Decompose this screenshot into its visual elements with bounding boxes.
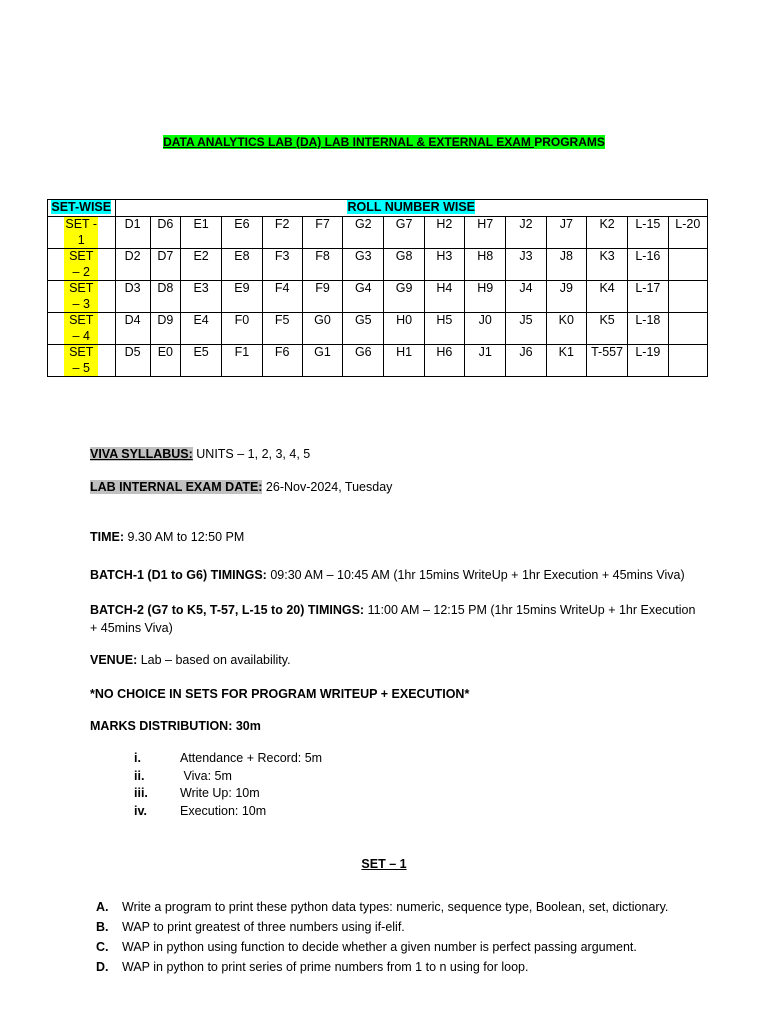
program-list [96,897,668,977]
roll-cell: G9 [384,281,424,313]
marks-distribution-heading: MARKS DISTRIBUTION: 30m [90,719,261,733]
roll-cell: L-18 [628,313,668,345]
roll-cell: K4 [586,281,627,313]
roll-cell: K3 [586,249,627,281]
set-cell: SET – 3 [48,281,116,313]
roll-cell: G6 [343,345,384,377]
header-set-wise: SET-WISE [48,200,116,217]
roll-cell [668,281,707,313]
marks-item-text: Execution: 10m [180,803,267,818]
roll-cell: D8 [150,281,180,313]
roll-cell: F2 [262,217,302,249]
set-cell: SET – 4 [48,313,116,345]
roll-cell: F0 [222,313,262,345]
roll-cell: E6 [222,217,262,249]
program-item-text: Write a program to print these python data types: numeric, sequence type, Boolean, set, dictionary. [122,900,669,914]
batch2-line [90,601,700,637]
exam-date-value: 26-Nov-2024, Tuesday [262,480,393,494]
roll-cell: D9 [150,313,180,345]
roll-cell: H2 [424,217,464,249]
roll-cell: E8 [222,249,262,281]
marks-item-number: ii. [134,768,145,783]
roll-cell: H5 [424,313,464,345]
roll-cell: H1 [384,345,424,377]
exam-date-line [90,478,392,496]
table-header-row [48,200,708,217]
roll-cell: G8 [384,249,424,281]
roll-cell: D5 [115,345,150,377]
roll-cell: F5 [262,313,302,345]
marks-list [90,750,322,820]
roll-cell: H7 [465,217,506,249]
marks-item-number: i. [134,751,141,765]
table-row [48,217,708,249]
program-item [96,957,668,977]
roll-cell: D1 [115,217,150,249]
roll-cell: H6 [424,345,464,377]
program-item-text: WAP to print greatest of three numbers using if-elif. [122,920,405,934]
roll-cell: H9 [465,281,506,313]
roll-cell: G0 [302,313,342,345]
roll-cell: L-19 [628,345,668,377]
marks-item-number: iv. [134,803,147,818]
viva-syllabus-value: UNITS – 1, 2, 3, 4, 5 [192,447,311,461]
roll-cell: E0 [150,345,180,377]
table-row [48,249,708,281]
roll-cell: H8 [465,249,506,281]
no-choice-note: *NO CHOICE IN SETS FOR PROGRAM WRITEUP + EXECUTION* [90,687,470,701]
roll-cell: L-17 [628,281,668,313]
document-title [0,135,768,149]
roll-cell [668,249,707,281]
program-item-letter: C. [96,940,109,954]
roll-cell: E5 [180,345,221,377]
marks-item-text: Viva: 5m [180,768,232,783]
viva-syllabus-label: VIVA SYLLABUS: [90,447,193,461]
time-label: TIME: [90,530,125,544]
title-part-1: DATA ANALYTICS LAB (DA) LAB [163,135,353,149]
roll-cell: H0 [384,313,424,345]
roll-cell: H3 [424,249,464,281]
roll-cell: F3 [262,249,302,281]
roll-cell: D6 [150,217,180,249]
roll-cell: K0 [546,313,586,345]
roll-cell: G2 [343,217,384,249]
batch2-value: 11:00 AM – 12:15 PM (1hr 15mins WriteUp + 1hr Execution + 45mins Viva) [90,603,696,635]
viva-syllabus-line [90,445,310,463]
roll-cell: K1 [546,345,586,377]
roll-cell: T-557 [586,345,627,377]
set-cell: SET – 5 [48,345,116,377]
roll-cell: H4 [424,281,464,313]
roll-cell: E3 [180,281,221,313]
roll-cell: J5 [506,313,546,345]
program-item-text: WAP in python using function to decide whether a given number is perfect passing argument. [122,940,637,954]
roll-cell: F1 [222,345,262,377]
roll-cell: D7 [150,249,180,281]
roll-cell: D3 [115,281,150,313]
marks-item [90,785,322,803]
roll-cell: G1 [302,345,342,377]
roll-cell: J3 [506,249,546,281]
table-row [48,281,708,313]
batch1-label: BATCH-1 (D1 to G6) TIMINGS: [90,568,267,582]
marks-item [90,750,322,768]
roll-cell: G7 [384,217,424,249]
roll-cell: F8 [302,249,342,281]
roll-cell: E2 [180,249,221,281]
venue-value: Lab – based on availability. [137,653,291,667]
roll-cell: J9 [546,281,586,313]
roll-cell: G3 [343,249,384,281]
roll-cell: E9 [222,281,262,313]
roll-cell: K5 [586,313,627,345]
roll-cell [668,313,707,345]
roll-cell: F6 [262,345,302,377]
roll-cell: J2 [506,217,546,249]
marks-item [90,803,322,821]
program-item-letter: A. [96,900,109,914]
roll-cell: L-16 [628,249,668,281]
set1-heading: SET – 1 [361,857,407,871]
roll-cell: J6 [506,345,546,377]
program-item-letter: D. [96,960,109,974]
roll-number-table [47,199,708,377]
batch1-value: 09:30 AM – 10:45 AM (1hr 15mins WriteUp + 1hr Execution + 45mins Viva) [266,568,685,582]
table-row [48,345,708,377]
marks-item-text: Attendance + Record: 5m [180,751,323,765]
roll-cell: D2 [115,249,150,281]
exam-date-label: LAB INTERNAL EXAM DATE: [90,480,263,494]
roll-cell: F9 [302,281,342,313]
roll-cell: J8 [546,249,586,281]
marks-item-text: Write Up: 10m [180,786,260,800]
batch1-line [90,566,685,584]
table-row [48,313,708,345]
program-item [96,897,668,917]
time-value: 9.30 AM to 12:50 PM [124,530,245,544]
roll-cell: K2 [586,217,627,249]
program-item-letter: B. [96,920,109,934]
batch2-label: BATCH-2 (G7 to K5, T-57, L-15 to 20) TIMINGS: [90,603,365,617]
roll-cell: J0 [465,313,506,345]
venue-line [90,651,291,669]
roll-cell [668,345,707,377]
roll-cell: L-15 [628,217,668,249]
marks-item [90,768,322,786]
venue-label: VENUE: [90,653,138,667]
set-cell: SET - 1 [48,217,116,249]
program-item [96,937,668,957]
title-part-2: INTERNAL & EXTERNAL EXAM [352,135,535,149]
program-item-text: WAP in python to print series of prime numbers from 1 to n using for loop. [122,960,529,974]
set-cell: SET – 2 [48,249,116,281]
roll-cell: J4 [506,281,546,313]
roll-cell: G5 [343,313,384,345]
roll-cell: F4 [262,281,302,313]
header-roll-number-wise: ROLL NUMBER WISE [115,200,708,217]
roll-cell: E1 [180,217,221,249]
program-item [96,917,668,937]
title-part-3: PROGRAMS [534,135,605,149]
roll-cell: G4 [343,281,384,313]
roll-cell: E4 [180,313,221,345]
roll-cell: J1 [465,345,506,377]
roll-cell: F7 [302,217,342,249]
roll-cell: J7 [546,217,586,249]
marks-item-number: iii. [134,786,148,800]
roll-cell: L-20 [668,217,707,249]
time-line [90,528,244,546]
roll-cell: D4 [115,313,150,345]
